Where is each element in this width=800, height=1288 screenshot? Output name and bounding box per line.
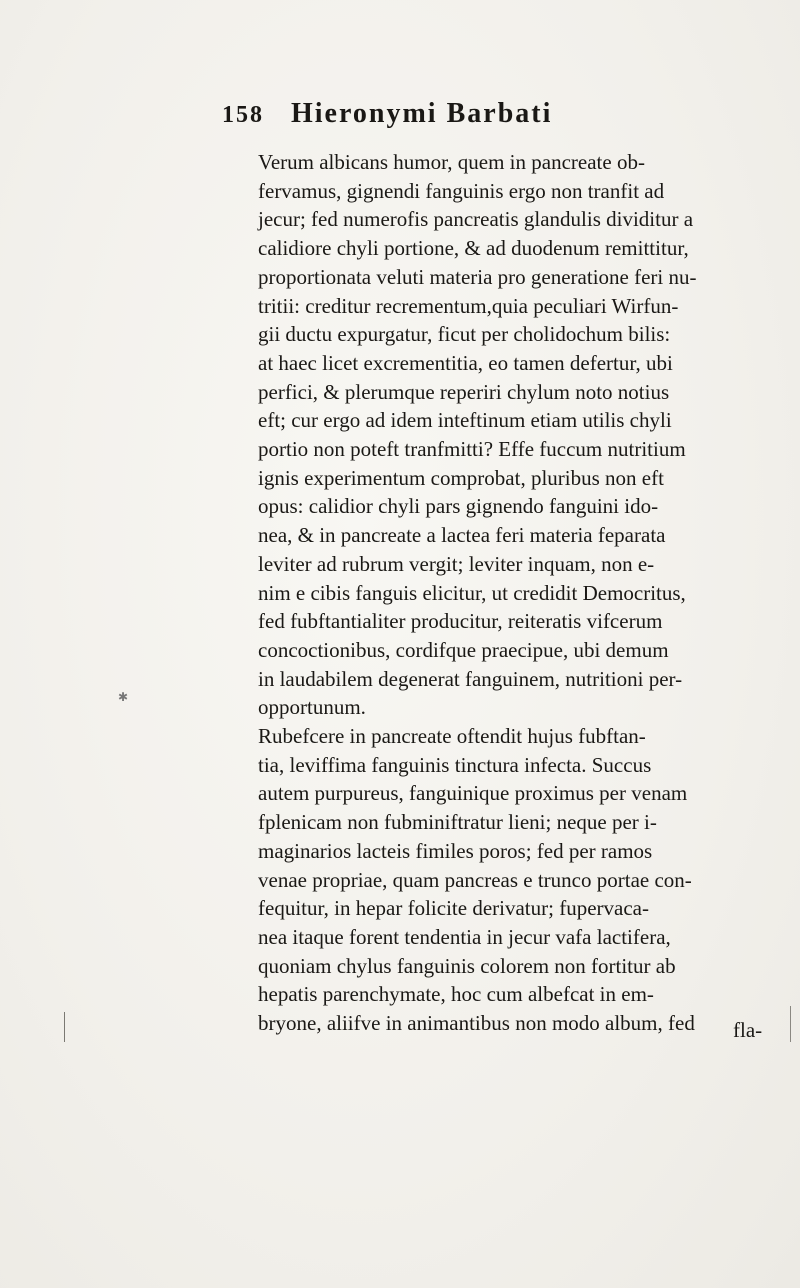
text-line: gii ductu expurgatur, ficut per cholidochum bilis: bbox=[258, 322, 671, 347]
text-line: leviter ad rubrum vergit; leviter inquam, non e- bbox=[258, 551, 655, 576]
text-line: maginarios lacteis fimiles poros; fed per ramos bbox=[258, 838, 653, 863]
margin-mark bbox=[64, 1012, 65, 1042]
text-line: fequitur, in hepar folicite derivatur; fupervaca- bbox=[258, 896, 649, 921]
page-number: 158 bbox=[222, 102, 264, 128]
text-line: autem purpureus, fanguinique proximus per venam bbox=[258, 781, 688, 806]
text-line: fplenicam non fubminiftratur lieni; neque per i- bbox=[258, 810, 657, 835]
text-line: proportionata veluti materia pro generatione feri nu- bbox=[258, 264, 697, 289]
text-line: nea itaque forent tendentia in jecur vafa lactifera, bbox=[258, 924, 671, 949]
text-line: fed fubftantialiter producitur, reiteratis vifcerum bbox=[258, 609, 663, 634]
paragraph-1 bbox=[222, 148, 782, 722]
text-line: nea, & in pancreate a lactea feri materia feparata bbox=[258, 523, 666, 548]
text-line: at haec licet excrementitia, eo tamen defertur, ubi bbox=[258, 350, 673, 375]
text-line: Verum albicans humor, quem in pancreate ob- bbox=[258, 150, 645, 174]
text-line: concoctionibus, cordifque praecipue, ubi demum bbox=[258, 637, 669, 662]
text-line: in laudabilem degenerat fanguinem, nutritioni per- bbox=[258, 666, 683, 691]
text-line: Rubefcere in pancreate oftendit hujus fubftan- bbox=[258, 724, 646, 749]
running-title: Hieronymi Barbati bbox=[291, 98, 553, 129]
running-header bbox=[222, 98, 552, 130]
text-line: portio non poteft tranfmitti? Effe fuccum nutritium bbox=[258, 437, 686, 462]
text-line: jecur; fed numerofis pancreatis glandulis dividitur a bbox=[258, 207, 694, 232]
text-line: perfici, & plerumque reperiri chylum noto notius bbox=[258, 379, 670, 404]
text-line: tritii: creditur recrementum,quia peculiari Wirfun- bbox=[258, 293, 679, 318]
text-line: fervamus, gignendi fanguinis ergo non tranfit ad bbox=[258, 178, 665, 203]
text-line: venae propriae, quam pancreas e trunco portae con- bbox=[258, 867, 692, 892]
catchword: fla- bbox=[733, 1018, 763, 1042]
text-line: nim e cibis fanguis elicitur, ut credidit Democritus, bbox=[258, 580, 686, 605]
text-line: hepatis parenchymate, hoc cum albefcat in em- bbox=[258, 982, 654, 1007]
margin-mark bbox=[790, 1006, 791, 1042]
text-line: opportunum. bbox=[258, 695, 366, 720]
paragraph-2 bbox=[222, 722, 782, 1038]
text-line: opus: calidior chyli pars gignendo fanguini ido- bbox=[258, 494, 659, 519]
text-line: calidiore chyli portione, & ad duodenum remittitur, bbox=[258, 236, 689, 261]
text-line: quoniam chylus fanguinis colorem non fortitur ab bbox=[258, 953, 676, 978]
body-text bbox=[222, 148, 782, 1038]
text-line: bryone, aliifve in animantibus non modo album, fed bbox=[258, 1011, 695, 1036]
text-line: eft; cur ergo ad idem inteftinum etiam utilis chyli bbox=[258, 408, 672, 433]
text-line: tia, leviffima fanguinis tinctura infecta. Succus bbox=[258, 752, 652, 777]
text-line: ignis experimentum comprobat, pluribus non eft bbox=[258, 465, 664, 490]
asterisk-mark-icon: ✱ bbox=[118, 690, 129, 704]
